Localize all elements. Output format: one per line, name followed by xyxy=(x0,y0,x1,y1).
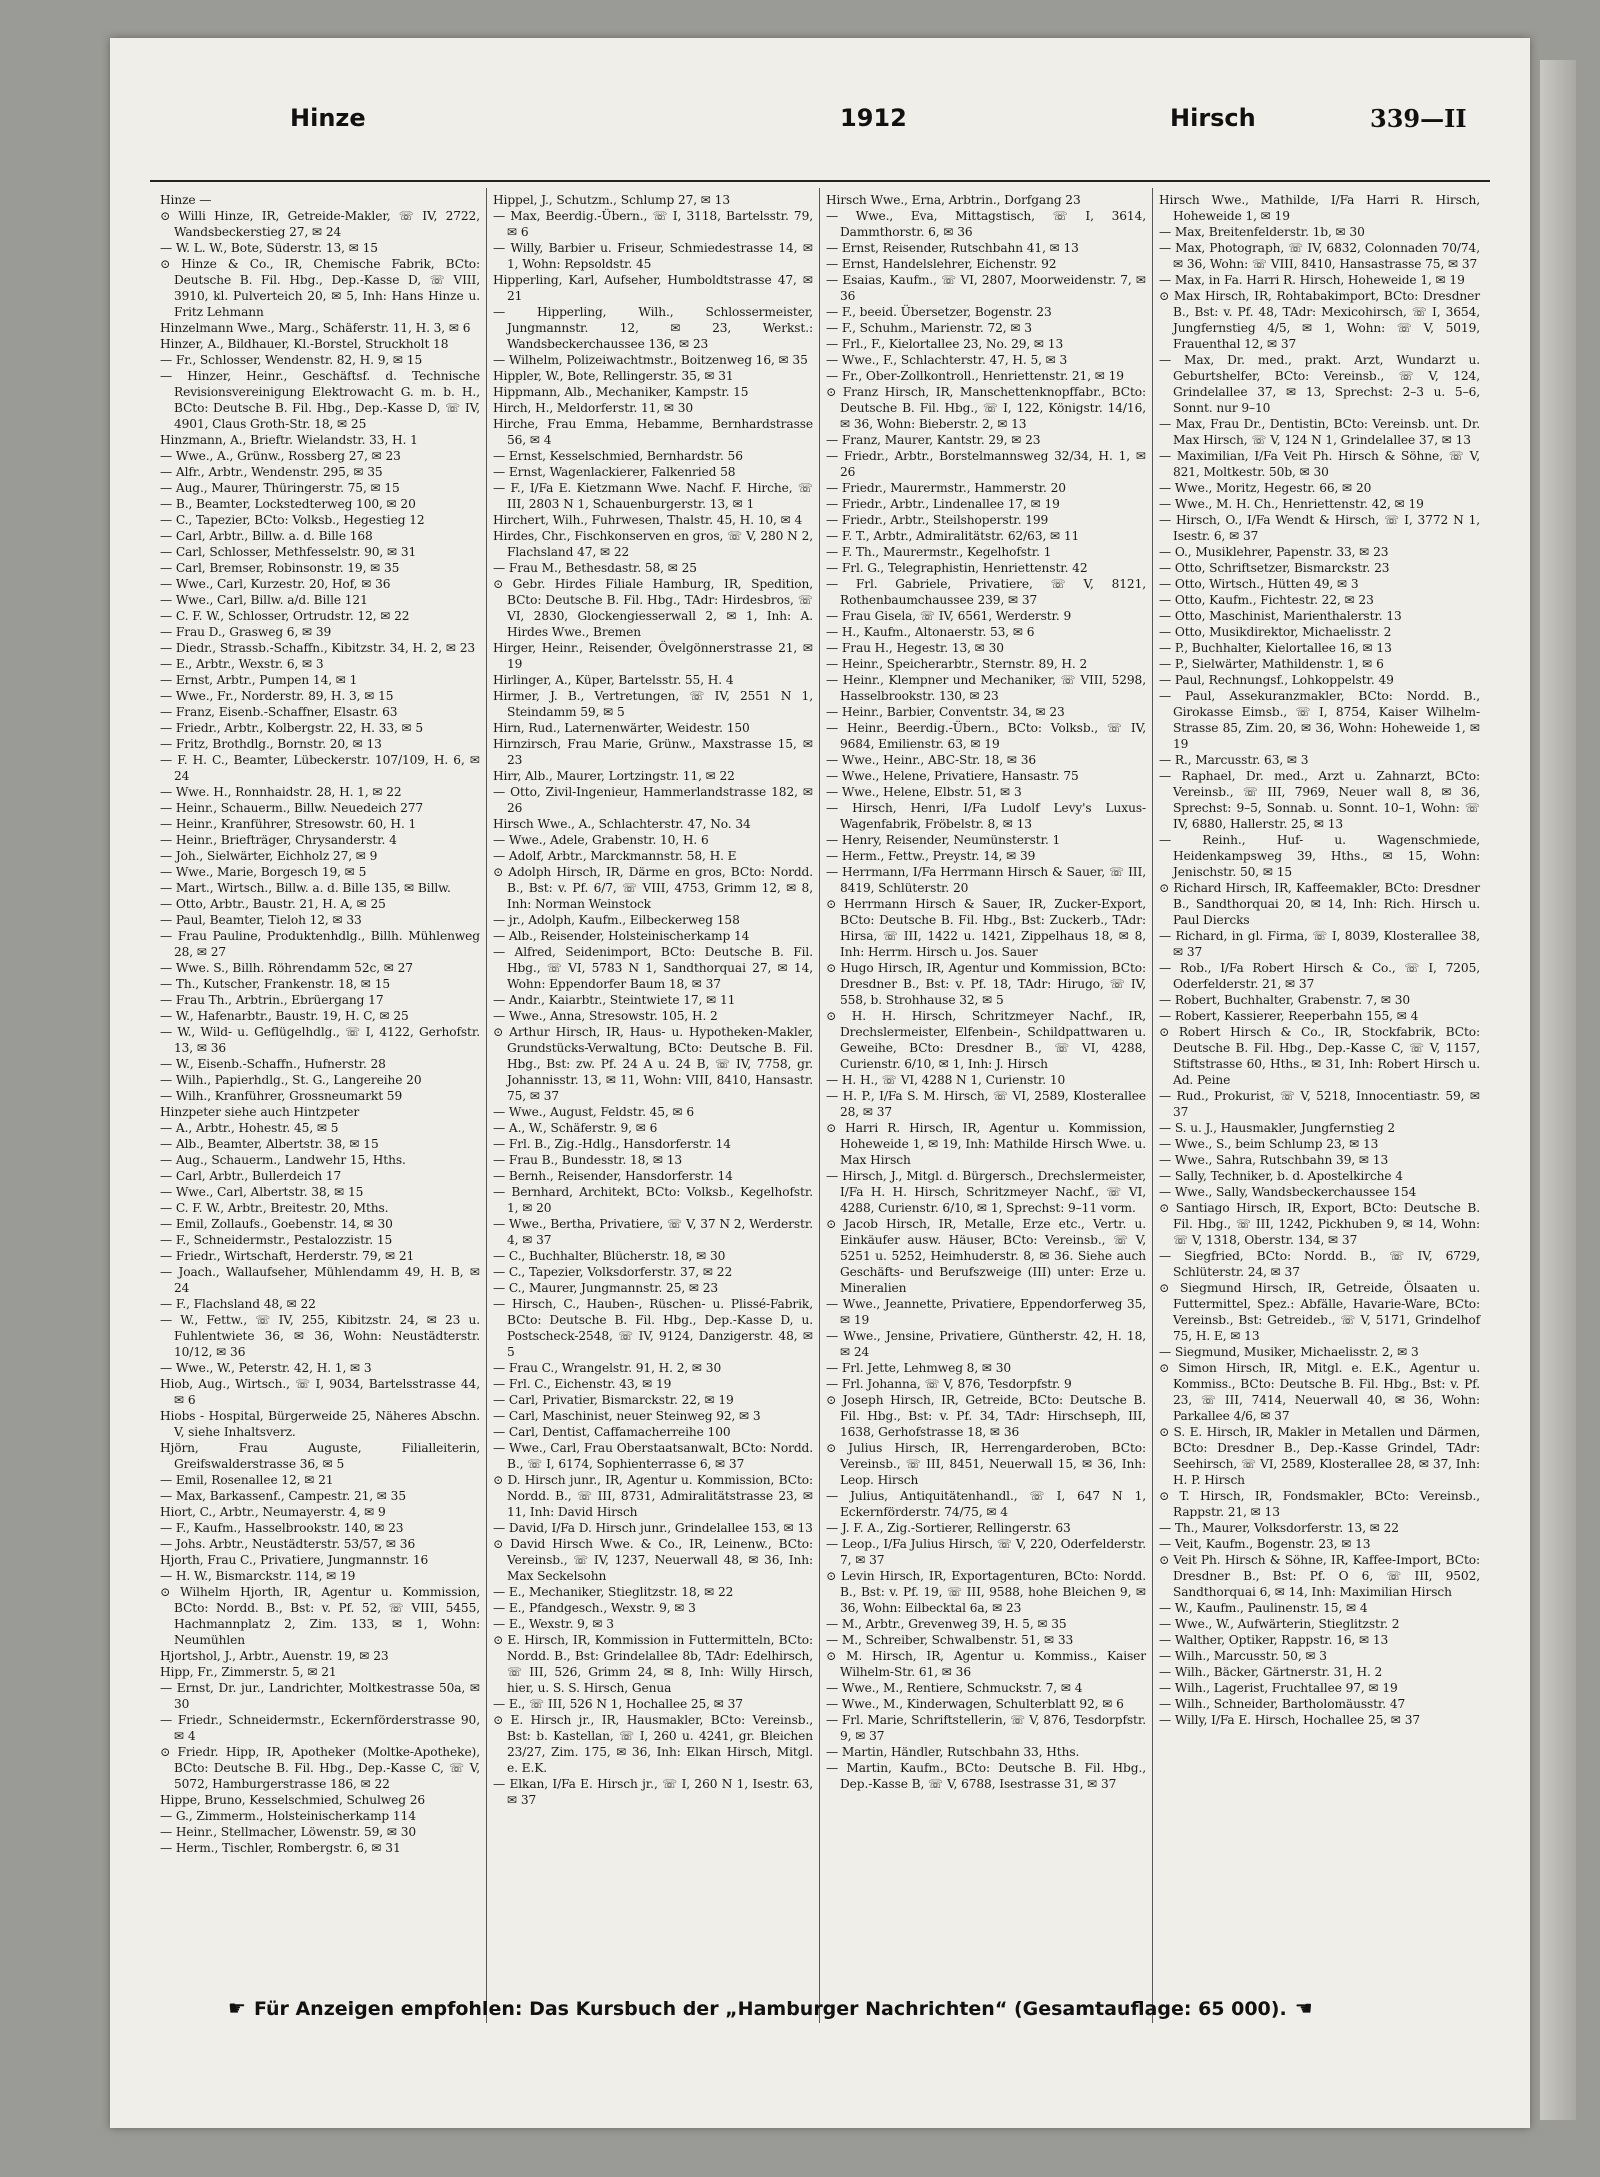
directory-entry: — Joh., Sielwärter, Eichholz 27, ✉ 9 xyxy=(160,849,378,863)
directory-entry: — Wwe., M. H. Ch., Henriettenstr. 42, ✉ 19 xyxy=(1159,497,1424,511)
directory-entry: — Paul, Rechnungsf., Lohkoppelstr. 49 xyxy=(1159,673,1394,687)
directory-entry: — W., Kaufm., Paulinenstr. 15, ✉ 4 xyxy=(1159,1601,1368,1615)
directory-entry: — Carl, Bremser, Robinsonstr. 19, ✉ 35 xyxy=(160,561,400,575)
directory-entry: Hinze — xyxy=(160,193,212,207)
directory-entry: Hjörn, Frau Auguste, Filialleiterin, Greifswalderstrasse 36, ✉ 5 xyxy=(160,1441,480,1471)
directory-entry: — Rud., Prokurist, ☏ V, 5218, Innocentiastr. 59, ✉ 37 xyxy=(1159,1089,1480,1119)
directory-entry: — Wwe., A., Grünw., Rossberg 27, ✉ 23 xyxy=(160,449,401,463)
directory-entry: — Wilh., Schneider, Bartholomäusstr. 47 xyxy=(1159,1697,1406,1711)
directory-entry: — Emil, Zollaufs., Goebenstr. 14, ✉ 30 xyxy=(160,1217,393,1231)
directory-entry: — Hirsch, C., Hauben-, Rüschen- u. Plissé-Fabrik, BCto: Deutsche B. Fil. Hbg., Dep.-Kasse D, u. Postscheck-2548, ☏ IV, 9124, Danzigerstr. 48, ✉ 5 xyxy=(493,1297,813,1359)
directory-entry: Hinzer, A., Bildhauer, Kl.-Borstel, Struckholt 18 xyxy=(160,337,449,351)
directory-entry: — F. T., Arbtr., Admiralitätstr. 62/63, ✉ 11 xyxy=(826,529,1080,543)
directory-entry: — C. F. W., Arbtr., Breitestr. 20, Mths. xyxy=(160,1201,389,1215)
directory-entry: — Siegfried, BCto: Nordd. B., ☏ IV, 6729, Schlüterstr. 24, ✉ 37 xyxy=(1159,1249,1480,1279)
directory-entry: Hirsch Wwe., Erna, Arbtrin., Dorfgang 23 xyxy=(826,193,1081,207)
directory-entry: — Frau Gisela, ☏ IV, 6561, Werderstr. 9 xyxy=(826,609,1072,623)
directory-entry: — C., Maurer, Jungmannstr. 25, ✉ 23 xyxy=(493,1281,719,1295)
directory-entry: — Frl. C., Eichenstr. 43, ✉ 19 xyxy=(493,1377,672,1391)
directory-entry: — Friedr., Schneidermstr., Eckernförderstrasse 90, ✉ 4 xyxy=(160,1713,480,1743)
directory-entry: — Wwe., Helene, Elbstr. 51, ✉ 3 xyxy=(826,785,1022,799)
directory-entry: Hipperling, Karl, Aufseher, Humboldtstrasse 47, ✉ 21 xyxy=(493,273,813,303)
directory-entry: — Frau M., Bethesdastr. 58, ✉ 25 xyxy=(493,561,697,575)
directory-entry: — Max, Barkassenf., Campestr. 21, ✉ 35 xyxy=(160,1489,406,1503)
directory-entry: — Reinh., Huf- u. Wagenschmiede, Heidenkampsweg 39, Hths., ✉ 15, Wohn: Jenischstr. 50, ✉ 15 xyxy=(1159,833,1480,879)
directory-entry: Hjorth, Frau C., Privatiere, Jungmannstr. 16 xyxy=(160,1553,429,1567)
header-rule xyxy=(150,180,1490,182)
directory-entry: ⊙ Hugo Hirsch, IR, Agentur und Kommission, BCto: Dresdner B., Bst: v. Pf. 18, TAdr: Hirugo, ☏ IV, 558, b. Strohhause 32, ✉ 5 xyxy=(826,961,1146,1007)
directory-entry: — Otto, Maschinist, Marienthalerstr. 13 xyxy=(1159,609,1402,623)
directory-entry: — F., Kaufm., Hasselbrookstr. 140, ✉ 23 xyxy=(160,1521,404,1535)
directory-entry: — Wwe., Carl, Kurzestr. 20, Hof, ✉ 36 xyxy=(160,577,391,591)
directory-entry: ⊙ Levin Hirsch, IR, Exportagenturen, BCto: Nordd. B., Bst: v. Pf. 19, ☏ III, 9588, hohe Bleichen 9, ✉ 36, Wohn: Eilbecktal 6a, ✉ 23 xyxy=(826,1569,1146,1615)
directory-entry: Hinzelmann Wwe., Marg., Schäferstr. 11, H. 3, ✉ 6 xyxy=(160,321,471,335)
directory-entry: — Wwe., Marie, Borgesch 19, ✉ 5 xyxy=(160,865,367,879)
directory-entry: — Fr., Schlosser, Wendenstr. 82, H. 9, ✉ 15 xyxy=(160,353,423,367)
directory-entry: — Carl, Schlosser, Methfesselstr. 90, ✉ 31 xyxy=(160,545,417,559)
column-3 xyxy=(820,188,1153,2023)
directory-entry: ⊙ Max Hirsch, IR, Rohtabakimport, BCto: Dresdner B., Bst: v. Pf. 48, TAdr: Mexicohirsch, ☏ I, 3654, Jungfernstieg 4/5, ✉ 1, Wohn: ☏ V, 5019, Frauenthal 12, ✉ 37 xyxy=(1159,289,1480,351)
directory-entry: ⊙ Friedr. Hipp, IR, Apotheker (Moltke-Apotheke), BCto: Deutsche B. Fil. Hbg., Dep.-Kasse C, ☏ V, 5072, Hamburgerstrasse 186, ✉ 22 xyxy=(160,1745,480,1791)
directory-entry: — Hirsch, O., I/Fa Wendt & Hirsch, ☏ I, 3772 N 1, Isestr. 6, ✉ 37 xyxy=(1159,513,1480,543)
header-right: Hirsch xyxy=(1170,104,1256,132)
directory-entry: Hirr, Alb., Maurer, Lortzingstr. 11, ✉ 22 xyxy=(493,769,735,783)
directory-entry: — Aug., Schauerm., Landwehr 15, Hths. xyxy=(160,1153,406,1167)
directory-entry: — Friedr., Arbtr., Steilshoperstr. 199 xyxy=(826,513,1049,527)
directory-entry: ⊙ Gebr. Hirdes Filiale Hamburg, IR, Spedition, BCto: Deutsche B. Fil. Hbg., TAdr: Hirdesbros, ☏ VI, 2830, Glockengiesserwall 2, ✉ 1, Inh: A. Hirdes Wwe., Bremen xyxy=(493,577,813,639)
directory-entry: — H., Kaufm., Altonaerstr. 53, ✉ 6 xyxy=(826,625,1035,639)
directory-entry: — B., Beamter, Lockstedterweg 100, ✉ 20 xyxy=(160,497,416,511)
directory-entry: — Frl. G., Telegraphistin, Henriettenstr. 42 xyxy=(826,561,1088,575)
directory-entry: — Wwe., W., Peterstr. 42, H. 1, ✉ 3 xyxy=(160,1361,372,1375)
directory-entry: — Henry, Reisender, Neumünsterstr. 1 xyxy=(826,833,1061,847)
directory-entry: — Max, Breitenfelderstr. 1b, ✉ 30 xyxy=(1159,225,1365,239)
directory-entry: — Mart., Wirtsch., Billw. a. d. Bille 135, ✉ Billw. xyxy=(160,881,451,895)
directory-entry: — Alb., Beamter, Albertstr. 38, ✉ 15 xyxy=(160,1137,379,1151)
directory-entry: ⊙ Adolph Hirsch, IR, Därme en gros, BCto: Nordd. B., Bst: v. Pf. 6/7, ☏ VIII, 4753, Grimm 12, ✉ 8, Inh: Norman Weinstock xyxy=(493,865,813,911)
directory-entry: — A., Arbtr., Hohestr. 45, ✉ 5 xyxy=(160,1121,339,1135)
directory-entry: ⊙ Joseph Hirsch, IR, Getreide, BCto: Deutsche B. Fil. Hbg., Bst: v. Pf. 34, TAdr: Hirschseph, III, 1638, Gerhofstrasse 18, ✉ 36 xyxy=(826,1393,1146,1439)
directory-entry: — Andr., Kaiarbtr., Steintwiete 17, ✉ 11 xyxy=(493,993,736,1007)
directory-entry: Hippler, W., Bote, Rellingerstr. 35, ✉ 31 xyxy=(493,369,734,383)
directory-entry: — Frl. Johanna, ☏ V, 876, Tesdorpfstr. 9 xyxy=(826,1377,1072,1391)
directory-entry: — Wwe., M., Rentiere, Schmuckstr. 7, ✉ 4 xyxy=(826,1681,1083,1695)
directory-entry: — Heinr., Stellmacher, Löwenstr. 59, ✉ 30 xyxy=(160,1825,417,1839)
directory-entry: — Franz, Maurer, Kantstr. 29, ✉ 23 xyxy=(826,433,1041,447)
directory-entry: — Wwe., Heinr., ABC-Str. 18, ✉ 36 xyxy=(826,753,1037,767)
directory-entry: — Heinr., Kranführer, Stresowstr. 60, H. 1 xyxy=(160,817,417,831)
directory-entry: — Wilh., Marcusstr. 50, ✉ 3 xyxy=(1159,1649,1327,1663)
directory-entry: — Heinr., Klempner und Mechaniker, ☏ VIII, 5298, Hasselbrookstr. 130, ✉ 23 xyxy=(826,673,1146,703)
directory-entry: — Wwe., Carl, Frau Oberstaatsanwalt, BCto: Nordd. B., ☏ I, 6174, Sophienterrasse 6, ✉ 37 xyxy=(493,1441,813,1471)
directory-entry: — Veit, Kaufm., Bogenstr. 23, ✉ 13 xyxy=(1159,1537,1371,1551)
directory-entry: — Carl, Maschinist, neuer Steinweg 92, ✉ 3 xyxy=(493,1409,761,1423)
directory-entry: — Frau Th., Arbtrin., Ebrüergang 17 xyxy=(160,993,384,1007)
directory-entry: — Otto, Schriftsetzer, Bismarckstr. 23 xyxy=(1159,561,1390,575)
directory-entry: Hirnzirsch, Frau Marie, Grünw., Maxstrasse 15, ✉ 23 xyxy=(493,737,813,767)
directory-entry: Hjortshol, J., Arbtr., Auenstr. 19, ✉ 23 xyxy=(160,1649,389,1663)
directory-entry: ⊙ Hinze & Co., IR, Chemische Fabrik, BCto: Deutsche B. Fil. Hbg., Dep.-Kasse D, ☏ VIII, 3910, kl. Pulverteich 20, ✉ 5, Inh: Hans Hinze u. Fritz Lehmann xyxy=(160,257,480,319)
directory-entry: — Wwe., M., Kinderwagen, Schulterblatt 92, ✉ 6 xyxy=(826,1697,1124,1711)
directory-entry: — F. Th., Maurermstr., Kegelhofstr. 1 xyxy=(826,545,1052,559)
directory-entry: — Frl. Marie, Schriftstellerin, ☏ V, 876, Tesdorpfstr. 9, ✉ 37 xyxy=(826,1713,1146,1743)
directory-entry: — Bernhard, Architekt, BCto: Volksb., Kegelhofstr. 1, ✉ 20 xyxy=(493,1185,813,1215)
directory-entry: — Carl, Arbtr., Bullerdeich 17 xyxy=(160,1169,342,1183)
directory-entry: — Leop., I/Fa Julius Hirsch, ☏ V, 220, Oderfelderstr. 7, ✉ 37 xyxy=(826,1537,1146,1567)
directory-entry: — P., Buchhalter, Kielortallee 16, ✉ 13 xyxy=(1159,641,1392,655)
directory-entry: ⊙ Jacob Hirsch, IR, Metalle, Erze etc., Vertr. u. Einkäufer ausw. Häuser, BCto: Vereinsb., ☏ V, 5251 u. 5252, Heimhuderstr. 8, ✉ 36. Siehe auch Geschäfts- und Berufszweige (III) unter: Erze u. Mineralien xyxy=(826,1217,1146,1295)
directory-entry: — Johs. Arbtr., Neustädterstr. 53/57, ✉ 36 xyxy=(160,1537,416,1551)
directory-entry: — Martin, Händler, Rutschbahn 33, Hths. xyxy=(826,1745,1080,1759)
directory-entry: ⊙ Robert Hirsch & Co., IR, Stockfabrik, BCto: Deutsche B. Fil. Hbg., Dep.-Kasse C, ☏ V, 1157, Stiftstrasse 60, Hths., ✉ 31, Inh: Robert Hirsch u. Ad. Peine xyxy=(1159,1025,1480,1087)
directory-entry: — Alfr., Arbtr., Wendenstr. 295, ✉ 35 xyxy=(160,465,383,479)
directory-entry: Hippe, Bruno, Kesselschmied, Schulweg 26 xyxy=(160,1793,426,1807)
directory-entry: — Wilh., Kranführer, Grossneumarkt 59 xyxy=(160,1089,403,1103)
directory-entry: — W., Wild- u. Geflügelhdlg., ☏ I, 4122, Gerhofstr. 13, ✉ 36 xyxy=(160,1025,480,1055)
advertisement-footer xyxy=(220,1996,1420,2024)
directory-entry: ⊙ M. Hirsch, IR, Agentur u. Kommiss., Kaiser Wilhelm-Str. 61, ✉ 36 xyxy=(826,1649,1146,1679)
directory-entry: — M., Arbtr., Grevenweg 39, H. 5, ✉ 35 xyxy=(826,1617,1067,1631)
directory-entry: — Frl. B., Zig.-Hdlg., Hansdorferstr. 14 xyxy=(493,1137,731,1151)
directory-entry: — Friedr., Arbtr., Borstelmannsweg 32/34, H. 1, ✉ 26 xyxy=(826,449,1146,479)
directory-entry: — Wwe., Bertha, Privatiere, ☏ V, 37 N 2, Werderstr. 4, ✉ 37 xyxy=(493,1217,813,1247)
directory-entry: — H. P., I/Fa S. M. Hirsch, ☏ VI, 2589, Klosterallee 28, ✉ 37 xyxy=(826,1089,1146,1119)
directory-entry: — Wwe., Jensine, Privatiere, Güntherstr. 42, H. 18, ✉ 24 xyxy=(826,1329,1146,1359)
directory-entry: — Wilh., Lagerist, Fruchtallee 97, ✉ 19 xyxy=(1159,1681,1398,1695)
directory-entry: — F., Flachsland 48, ✉ 22 xyxy=(160,1297,316,1311)
directory-entry: — M., Schreiber, Schwalbenstr. 51, ✉ 33 xyxy=(826,1633,1074,1647)
directory-entry: Hirch, H., Meldorferstr. 11, ✉ 30 xyxy=(493,401,694,415)
directory-entry: — P., Sielwärter, Mathildenstr. 1, ✉ 6 xyxy=(1159,657,1384,671)
directory-entry: — Julius, Antiquitätenhandl., ☏ I, 647 N 1, Eckernförderstr. 74/75, ✉ 4 xyxy=(826,1489,1146,1519)
directory-entry: — Ernst, Wagenlackierer, Falkenried 58 xyxy=(493,465,736,479)
directory-entry: — Frau B., Bundesstr. 18, ✉ 13 xyxy=(493,1153,683,1167)
directory-entry: — Otto, Arbtr., Baustr. 21, H. A, ✉ 25 xyxy=(160,897,386,911)
directory-entry: ⊙ E. Hirsch jr., IR, Hausmakler, BCto: Vereinsb., Bst: b. Kastellan, ☏ I, 260 u. 4241, gr. Bleichen 23/27, Zim. 175, ✉ 36, Inh: Elkan Hirsch, Mitgl. e. E.K. xyxy=(493,1713,813,1775)
directory-entry: — Max, in Fa. Harri R. Hirsch, Hoheweide 1, ✉ 19 xyxy=(1159,273,1465,287)
directory-entry: — Otto, Kaufm., Fichtestr. 22, ✉ 23 xyxy=(1159,593,1374,607)
directory-entry: — Franz, Eisenb.-Schaffner, Elsastr. 63 xyxy=(160,705,398,719)
directory-entry: Hirger, Heinr., Reisender, Övelgönnerstrasse 21, ✉ 19 xyxy=(493,641,813,671)
directory-entry: — Heinr., Speicherarbtr., Sternstr. 89, H. 2 xyxy=(826,657,1088,671)
directory-entry: — Friedr., Maurermstr., Hammerstr. 20 xyxy=(826,481,1066,495)
directory-entry: — Walther, Optiker, Rappstr. 16, ✉ 13 xyxy=(1159,1633,1389,1647)
directory-entry: ⊙ David Hirsch Wwe. & Co., IR, Leinenw., BCto: Vereinsb., ☏ IV, 1237, Neuerwall 48, ✉ 36, Inh: Max Seckelsohn xyxy=(493,1537,813,1583)
directory-entry: ⊙ Richard Hirsch, IR, Kaffeemakler, BCto: Dresdner B., Sandthorquai 20, ✉ 14, Inh: Rich. Hirsch u. Paul Diercks xyxy=(1159,881,1480,927)
directory-entry: — W. L. W., Bote, Süderstr. 13, ✉ 15 xyxy=(160,241,378,255)
directory-entry: — Siegmund, Musiker, Michaelisstr. 2, ✉ 3 xyxy=(1159,1345,1419,1359)
directory-entry: — Herm., Fettw., Preystr. 14, ✉ 39 xyxy=(826,849,1036,863)
pointing-hand-icon: ☚ xyxy=(1294,1996,1313,2020)
directory-entry: — Wwe., Sahra, Rutschbahn 39, ✉ 13 xyxy=(1159,1153,1389,1167)
directory-entry: — Wwe., Anna, Stresowstr. 105, H. 2 xyxy=(493,1009,718,1023)
directory-entry: — H. W., Bismarckstr. 114, ✉ 19 xyxy=(160,1569,356,1583)
directory-entry: — C., Tapezier, Volksdorferstr. 37, ✉ 22 xyxy=(493,1265,733,1279)
directory-entry: — C., Tapezier, BCto: Volksb., Hegestieg 12 xyxy=(160,513,425,527)
directory-entry: — Wwe., F., Schlachterstr. 47, H. 5, ✉ 3 xyxy=(826,353,1068,367)
directory-entry: — Elkan, I/Fa E. Hirsch jr., ☏ I, 260 N 1, Isestr. 63, ✉ 37 xyxy=(493,1777,813,1807)
directory-entry: — Hinzer, Heinr., Geschäftsf. d. Technische Revisionsvereinigung Elektrowacht G. m. b. H., BCto: Deutsche B. Fil. Hbg., Dep.-Kasse D, ☏ IV, 4901, Claus Groth-Str. 18, ✉ 25 xyxy=(160,369,480,431)
footer-text: Für Anzeigen empfohlen: Das Kursbuch der „Hamburger Nachrichten“ (Gesamtauflage: 65 000). xyxy=(253,1998,1287,2020)
directory-entry: — W., Fettw., ☏ IV, 255, Kibitzstr. 24, ✉ 23 u. Fuhlentwiete 36, ✉ 36, Wohn: Neustädterstr. 10/12, ✉ 36 xyxy=(160,1313,480,1359)
directory-entry: ⊙ H. H. Hirsch, Schritzmeyer Nachf., IR, Drechslermeister, Elfenbein-, Schildpattwaren u. Geweihe, BCto: Dresdner B., ☏ VI, 4288, Curienstr. 6/10, ✉ 1, Inh: J. Hirsch xyxy=(826,1009,1146,1071)
directory-entry: — Herrmann, I/Fa Herrmann Hirsch & Sauer, ☏ III, 8419, Schlüterstr. 20 xyxy=(826,865,1146,895)
directory-entry: ⊙ T. Hirsch, IR, Fondsmakler, BCto: Vereinsb., Rappstr. 21, ✉ 13 xyxy=(1159,1489,1480,1519)
directory-entry: — Wwe., Helene, Privatiere, Hansastr. 75 xyxy=(826,769,1079,783)
directory-entry: — Otto, Zivil-Ingenieur, Hammerlandstrasse 182, ✉ 26 xyxy=(493,785,813,815)
directory-entry: — Ernst, Reisender, Rutschbahn 41, ✉ 13 xyxy=(826,241,1079,255)
directory-entry: — F., I/Fa E. Kietzmann Wwe. Nachf. F. Hirche, ☏ III, 2803 N 1, Schauenburgerstr. 13, ✉ 1 xyxy=(493,481,813,511)
directory-entry: — Ernst, Handelslehrer, Eichenstr. 92 xyxy=(826,257,1057,271)
directory-entry: ⊙ E. Hirsch, IR, Kommission in Futtermitteln, BCto: Nordd. B., Bst: Grindelallee 8b, TAdr: Edelhirsch, ☏ III, 526, Grimm 24, ✉ 8, Inh: Willy Hirsch, hier, u. S. S. Hirsch, Genua xyxy=(493,1633,813,1695)
running-header xyxy=(150,104,1490,144)
directory-entry: — Wwe., Adele, Grabenstr. 10, H. 6 xyxy=(493,833,709,847)
directory-entry: ⊙ Harri R. Hirsch, IR, Agentur u. Kommission, Hoheweide 1, ✉ 19, Inh: Mathilde Hirsch Wwe. u. Max Hirsch xyxy=(826,1121,1146,1167)
directory-entry: — Heinr., Schauerm., Billw. Neuedeich 277 xyxy=(160,801,424,815)
directory-entry: Hirlinger, A., Küper, Bartelsstr. 55, H. 4 xyxy=(493,673,734,687)
directory-entry: — C., Buchhalter, Blücherstr. 18, ✉ 30 xyxy=(493,1249,726,1263)
directory-entry: Hippmann, Alb., Mechaniker, Kampstr. 15 xyxy=(493,385,749,399)
directory-entry: — Friedr., Arbtr., Kolbergstr. 22, H. 33, ✉ 5 xyxy=(160,721,424,735)
directory-entry: — W., Eisenb.-Schaffn., Hufnerstr. 28 xyxy=(160,1057,386,1071)
directory-entry: ⊙ Herrmann Hirsch & Sauer, IR, Zucker-Export, BCto: Deutsche B. Fil. Hbg., Bst: Zuckerb., TAdr: Hirsa, ☏ III, 1422 u. 1421, Zippelhaus 18, ✉ 8, Inh: Herrm. Hirsch u. Jos. Sauer xyxy=(826,897,1146,959)
directory-entry: — Martin, Kaufm., BCto: Deutsche B. Fil. Hbg., Dep.-Kasse B, ☏ V, 6788, Isestrasse 31, ✉ 37 xyxy=(826,1761,1146,1791)
directory-entry: Hirchert, Wilh., Fuhrwesen, Thalstr. 45, H. 10, ✉ 4 xyxy=(493,513,803,527)
directory-entry: — E., Wexstr. 9, ✉ 3 xyxy=(493,1617,614,1631)
directory-entry: — Adolf, Arbtr., Marckmannstr. 58, H. E xyxy=(493,849,737,863)
directory-entry: — Hipperling, Wilh., Schlossermeister, Jungmannstr. 12, ✉ 23, Werkst.: Wandsbeckerchaussee 136, ✉ 23 xyxy=(493,305,813,351)
directory-entry: — Richard, in gl. Firma, ☏ I, 8039, Klosterallee 38, ✉ 37 xyxy=(1159,929,1480,959)
directory-entry: — G., Zimmerm., Holsteinischerkamp 114 xyxy=(160,1809,416,1823)
directory-entry: — Carl, Arbtr., Billw. a. d. Bille 168 xyxy=(160,529,373,543)
directory-entry: — W., Hafenarbtr., Baustr. 19, H. C, ✉ 25 xyxy=(160,1009,409,1023)
directory-entry: — Ernst, Dr. jur., Landrichter, Moltkestrasse 50a, ✉ 30 xyxy=(160,1681,480,1711)
column-1 xyxy=(154,188,487,2023)
directory-entry: — Willy, Barbier u. Friseur, Schmiedestrasse 14, ✉ 1, Wohn: Repsoldstr. 45 xyxy=(493,241,813,271)
directory-entry: — F., Schuhm., Marienstr. 72, ✉ 3 xyxy=(826,321,1032,335)
directory-entry: — Willy, I/Fa E. Hirsch, Hochallee 25, ✉ 37 xyxy=(1159,1713,1420,1727)
directory-entry: — C. F. W., Schlosser, Ortrudstr. 12, ✉ 22 xyxy=(160,609,410,623)
directory-entry: — E., Pfandgesch., Wexstr. 9, ✉ 3 xyxy=(493,1601,696,1615)
directory-entry: — Heinr., Briefträger, Chrysanderstr. 4 xyxy=(160,833,397,847)
directory-entry: — Diedr., Strassb.-Schaffn., Kibitzstr. 34, H. 2, ✉ 23 xyxy=(160,641,476,655)
directory-entry: — Paul, Beamter, Tieloh 12, ✉ 33 xyxy=(160,913,362,927)
directory-entry: — Otto, Musikdirektor, Michaelisstr. 2 xyxy=(1159,625,1392,639)
directory-entry: — O., Musiklehrer, Papenstr. 33, ✉ 23 xyxy=(1159,545,1389,559)
directory-entry: ⊙ Santiago Hirsch, IR, Export, BCto: Deutsche B. Fil. Hbg., ☏ III, 1242, Pickhuben 9, ✉ 14, Wohn: ☏ V, 1318, Oberstr. 134, ✉ 37 xyxy=(1159,1201,1480,1247)
directory-entry: Hinzmann, A., Brieftr. Wielandstr. 33, H. 1 xyxy=(160,433,418,447)
directory-entry: — Max, Dr. med., prakt. Arzt, Wundarzt u. Geburtshelfer, BCto: Vereinsb., ☏ V, 124, Grindelallee 37, ✉ 13, Sprechst: 2–3 u. 5–6, Sonnt. nur 9–10 xyxy=(1159,353,1480,415)
directory-entry: — Alfred, Seidenimport, BCto: Deutsche B. Fil. Hbg., ☏ VI, 5783 N 1, Sandthorquai 27, ✉ 14, Wohn: Eppendorfer Baum 18, ✉ 37 xyxy=(493,945,813,991)
directory-entry: — Wwe., Fr., Norderstr. 89, H. 3, ✉ 15 xyxy=(160,689,394,703)
directory-entry: — Rob., I/Fa Robert Hirsch & Co., ☏ I, 7205, Oderfelderstr. 21, ✉ 37 xyxy=(1159,961,1480,991)
directory-entry: — Wwe., August, Feldstr. 45, ✉ 6 xyxy=(493,1105,695,1119)
directory-entry: Hirmer, J. B., Vertretungen, ☏ IV, 2551 N 1, Steindamm 59, ✉ 5 xyxy=(493,689,813,719)
directory-entry: Hirn, Rud., Laternenwärter, Weidestr. 150 xyxy=(493,721,750,735)
directory-entry: Hirche, Frau Emma, Hebamme, Bernhardstrasse 56, ✉ 4 xyxy=(493,417,813,447)
directory-entry: — Wwe., Moritz, Hegestr. 66, ✉ 20 xyxy=(1159,481,1372,495)
directory-entry: — jr., Adolph, Kaufm., Eilbeckerweg 158 xyxy=(493,913,740,927)
directory-entry: ⊙ Wilhelm Hjorth, IR, Agentur u. Kommission, BCto: Nordd. B., Bst: v. Pf. 52, ☏ VIII, 5455, Hachmannplatz 2, Zim. 133, ✉ 1, Wohn: Neumühlen xyxy=(160,1585,480,1647)
directory-entry: Hirsch Wwe., Mathilde, I/Fa Harri R. Hirsch, Hoheweide 1, ✉ 19 xyxy=(1159,193,1480,223)
directory-entry: — Bernh., Reisender, Hansdorferstr. 14 xyxy=(493,1169,733,1183)
page-edge xyxy=(1540,60,1576,2120)
directory-entry: ⊙ S. E. Hirsch, IR, Makler in Metallen und Därmen, BCto: Dresdner B., Dep.-Kasse Grindel, TAdr: Seehirsch, ☏ VI, 2589, Klosterallee 28, ✉ 37, Inh: H. P. Hirsch xyxy=(1159,1425,1480,1487)
directory-entry: — Frl. Jette, Lehmweg 8, ✉ 30 xyxy=(826,1361,1012,1375)
directory-entry: — Alb., Reisender, Holsteinischerkamp 14 xyxy=(493,929,750,943)
directory-entry: — Hirsch, Henri, I/Fa Ludolf Levy's Luxus-Wagenfabrik, Fröbelstr. 8, ✉ 13 xyxy=(826,801,1146,831)
directory-entry: Hirsch Wwe., A., Schlachterstr. 47, No. 34 xyxy=(493,817,751,831)
directory-entry: ⊙ Franz Hirsch, IR, Manschettenknopffabr., BCto: Deutsche B. Fil. Hbg., ☏ I, 122, Königstr. 14/16, ✉ 36, Wohn: Bieberstr. 2, ✉ 13 xyxy=(826,385,1146,431)
directory-entry: Hirdes, Chr., Fischkonserven en gros, ☏ V, 280 N 2, Flachsland 47, ✉ 22 xyxy=(493,529,813,559)
page-number: 339—II xyxy=(1370,104,1467,133)
directory-entry: — Frau D., Grasweg 6, ✉ 39 xyxy=(160,625,332,639)
directory-entry: — E., Arbtr., Wexstr. 6, ✉ 3 xyxy=(160,657,324,671)
directory-entry: ⊙ Julius Hirsch, IR, Herrengarderoben, BCto: Vereinsb., ☏ III, 8451, Neuerwall 15, ✉ 36, Inh: Leop. Hirsch xyxy=(826,1441,1146,1487)
directory-entry: ⊙ Arthur Hirsch, IR, Haus- u. Hypotheken-Makler, Grundstücks-Verwaltung, BCto: Deutsche B. Fil. Hbg., Bst: zw. Pf. 24 A u. 24 B, ☏ IV, 7758, gr. Johannisstr. 13, ✉ 11, Wohn: VIII, 8410, Hansastr. 75, ✉ 37 xyxy=(493,1025,813,1103)
directory-entry: — Frl. Gabriele, Privatiere, ☏ V, 8121, Rothenbaumchaussee 239, ✉ 37 xyxy=(826,577,1146,607)
directory-entry: — Ernst, Arbtr., Pumpen 14, ✉ 1 xyxy=(160,673,358,687)
directory-entry: — Wwe. H., Ronnhaidstr. 28, H. 1, ✉ 22 xyxy=(160,785,402,799)
directory-entry: — Wilh., Bäcker, Gärtnerstr. 31, H. 2 xyxy=(1159,1665,1383,1679)
directory-entry: — Joach., Wallaufseher, Mühlendamm 49, H. B, ✉ 24 xyxy=(160,1265,480,1295)
directory-entry: — Carl, Privatier, Bismarckstr. 22, ✉ 19 xyxy=(493,1393,734,1407)
header-year: 1912 xyxy=(840,104,907,132)
directory-entry: ⊙ Siegmund Hirsch, IR, Getreide, Ölsaaten u. Futtermittel, Spez.: Abfälle, Havarie-Ware, BCto: Vereinsb., Bst: Getreideb., ☏ V, 5171, Grindelhof 75, H. E, ✉ 13 xyxy=(1159,1281,1480,1343)
directory-entry: — Emil, Rosenallee 12, ✉ 21 xyxy=(160,1473,334,1487)
directory-page xyxy=(110,38,1530,2128)
directory-entry: — Sally, Techniker, b. d. Apostelkirche 4 xyxy=(1159,1169,1403,1183)
directory-entry: — Wwe., Jeannette, Privatiere, Eppendorferweg 35, ✉ 19 xyxy=(826,1297,1146,1327)
directory-entry: — Friedr., Wirtschaft, Herderstr. 79, ✉ 21 xyxy=(160,1249,415,1263)
directory-entry: — F., Schneidermstr., Pestalozzistr. 15 xyxy=(160,1233,393,1247)
directory-entry: — Wwe., W., Aufwärterin, Stieglitzstr. 2 xyxy=(1159,1617,1400,1631)
directory-entry: — Frau C., Wrangelstr. 91, H. 2, ✉ 30 xyxy=(493,1361,722,1375)
directory-entry: — Frl., F., Kielortallee 23, No. 29, ✉ 13 xyxy=(826,337,1064,351)
directory-entry: — F. H. C., Beamter, Lübeckerstr. 107/109, H. 6, ✉ 24 xyxy=(160,753,480,783)
directory-entry: ⊙ Simon Hirsch, IR, Mitgl. e. E.K., Agentur u. Kommiss., BCto: Deutsche B. Fil. Hbg., Bst: v. Pf. 23, ☏ III, 7414, Neuerwall 40, ✉ 36, Wohn: Parkallee 4/6, ✉ 37 xyxy=(1159,1361,1480,1423)
directory-entry: — F., beeid. Übersetzer, Bogenstr. 23 xyxy=(826,305,1052,319)
directory-entry: — Esaias, Kaufm., ☏ VI, 2807, Moorweidenstr. 7, ✉ 36 xyxy=(826,273,1146,303)
directory-entry: — Max, Beerdig.-Übern., ☏ I, 3118, Bartelsstr. 79, ✉ 6 xyxy=(493,209,813,239)
directory-entry: ⊙ Willi Hinze, IR, Getreide-Makler, ☏ IV, 2722, Wandsbeckerstieg 27, ✉ 24 xyxy=(160,209,480,239)
header-left: Hinze xyxy=(290,104,366,132)
directory-entry: — H. H., ☏ VI, 4288 N 1, Curienstr. 10 xyxy=(826,1073,1066,1087)
directory-entry: — Th., Maurer, Volksdorferstr. 13, ✉ 22 xyxy=(1159,1521,1399,1535)
directory-entry: — Otto, Wirtsch., Hütten 49, ✉ 3 xyxy=(1159,577,1359,591)
directory-entry: — Carl, Dentist, Caffamacherreihe 100 xyxy=(493,1425,731,1439)
directory-entry: Hiobs - Hospital, Bürgerweide 25, Näheres Abschn. V, siehe Inhaltsverz. xyxy=(160,1409,480,1439)
directory-entry: — Heinr., Barbier, Conventstr. 34, ✉ 23 xyxy=(826,705,1065,719)
directory-entry: — Fr., Ober-Zollkontroll., Henriettenstr. 21, ✉ 19 xyxy=(826,369,1124,383)
column-4 xyxy=(1153,188,1486,2023)
directory-entry: Hinzpeter siehe auch Hintzpeter xyxy=(160,1105,360,1119)
directory-entry: — Friedr., Arbtr., Lindenallee 17, ✉ 19 xyxy=(826,497,1060,511)
directory-entry: — Wilh., Papierhdlg., St. G., Langereihe 20 xyxy=(160,1073,422,1087)
directory-entry: — Fritz, Brothdlg., Bornstr. 20, ✉ 13 xyxy=(160,737,382,751)
directory-entry: — Herm., Tischler, Rombergstr. 6, ✉ 31 xyxy=(160,1841,401,1855)
directory-entry: — R., Marcusstr. 63, ✉ 3 xyxy=(1159,753,1309,767)
directory-entry: — Heinr., Beerdig.-Übern., BCto: Volksb., ☏ IV, 9684, Emilienstr. 63, ✉ 19 xyxy=(826,721,1146,751)
pointing-hand-icon: ☛ xyxy=(228,1996,246,2020)
directory-entry: — Paul, Assekuranzmakler, BCto: Nordd. B., Girokasse Eimsb., ☏ I, 8754, Kaiser Wilhelm-Strasse 85, Zim. 20, ✉ 36, Wohn: Hoheweide 1, ✉ 19 xyxy=(1159,689,1480,751)
directory-entry: — Max, Frau Dr., Dentistin, BCto: Vereinsb. unt. Dr. Max Hirsch, ☏ V, 124 N 1, Grindelallee 37, ✉ 13 xyxy=(1159,417,1480,447)
column-2 xyxy=(487,188,820,2023)
directory-entry: Hippel, J., Schutzm., Schlump 27, ✉ 13 xyxy=(493,193,730,207)
directory-entry: — Wwe., Eva, Mittagstisch, ☏ I, 3614, Dammthorstr. 6, ✉ 36 xyxy=(826,209,1146,239)
directory-entry: — David, I/Fa D. Hirsch junr., Grindelallee 153, ✉ 13 xyxy=(493,1521,813,1535)
directory-entry: Hiort, C., Arbtr., Neumayerstr. 4, ✉ 9 xyxy=(160,1505,386,1519)
text-columns xyxy=(154,188,1486,2028)
directory-entry: — Frau H., Hegestr. 13, ✉ 30 xyxy=(826,641,1004,655)
directory-entry: Hipp, Fr., Zimmerstr. 5, ✉ 21 xyxy=(160,1665,337,1679)
directory-entry: — E., Mechaniker, Stieglitzstr. 18, ✉ 22 xyxy=(493,1585,734,1599)
directory-entry: — Robert, Kassierer, Reeperbahn 155, ✉ 4 xyxy=(1159,1009,1419,1023)
directory-entry: Hiob, Aug., Wirtsch., ☏ I, 9034, Bartelsstrasse 44, ✉ 6 xyxy=(160,1377,480,1407)
directory-entry: — Ernst, Kesselschmied, Bernhardstr. 56 xyxy=(493,449,743,463)
directory-entry: — Wwe., S., beim Schlump 23, ✉ 13 xyxy=(1159,1137,1379,1151)
directory-entry: — Wwe. S., Billh. Röhrendamm 52c, ✉ 27 xyxy=(160,961,413,975)
directory-entry: — Robert, Buchhalter, Grabenstr. 7, ✉ 30 xyxy=(1159,993,1411,1007)
directory-entry: — Wwe., Carl, Albertstr. 38, ✉ 15 xyxy=(160,1185,364,1199)
directory-entry: — A., W., Schäferstr. 9, ✉ 6 xyxy=(493,1121,658,1135)
directory-entry: — J. F. A., Zig.-Sortierer, Rellingerstr. 63 xyxy=(826,1521,1071,1535)
directory-entry: — Th., Kutscher, Frankenstr. 18, ✉ 15 xyxy=(160,977,391,991)
directory-entry: — Aug., Maurer, Thüringerstr. 75, ✉ 15 xyxy=(160,481,400,495)
directory-entry: — Wwe., Sally, Wandsbeckerchaussee 154 xyxy=(1159,1185,1417,1199)
directory-entry: ⊙ Veit Ph. Hirsch & Söhne, IR, Kaffee-Import, BCto: Dresdner B., Bst: Pf. O 6, ☏ III, 9502, Sandthorquai 6, ✉ 14, Inh: Maximilian Hirsch xyxy=(1159,1553,1480,1599)
directory-entry: — Raphael, Dr. med., Arzt u. Zahnarzt, BCto: Vereinsb., ☏ III, 7969, Neuer wall 8, ✉ 36, Sprechst: 9–5, Sonnab. u. Sonnt. 10–1, Wohn: ☏ IV, 6880, Hallerstr. 25, ✉ 13 xyxy=(1159,769,1480,831)
directory-entry: — Frau Pauline, Produktenhdlg., Billh. Mühlenweg 28, ✉ 27 xyxy=(160,929,480,959)
directory-entry: — Max, Photograph, ☏ IV, 6832, Colonnaden 70/74, ✉ 36, Wohn: ☏ VIII, 8410, Hansastrasse 75, ✉ 37 xyxy=(1159,241,1480,271)
directory-entry: — Wwe., Carl, Billw. a/d. Bille 121 xyxy=(160,593,368,607)
directory-entry: — S. u. J., Hausmakler, Jungfernstieg 2 xyxy=(1159,1121,1396,1135)
directory-entry: — E., ☏ III, 526 N 1, Hochallee 25, ✉ 37 xyxy=(493,1697,743,1711)
directory-entry: — Hirsch, J., Mitgl. d. Bürgersch., Drechslermeister, I/Fa H. H. Hirsch, Schritzmeyer Nachf., ☏ VI, 4288, Curienstr. 6/10, ✉ 1, Sprechst: 9–11 vorm. xyxy=(826,1169,1146,1215)
directory-entry: — Maximilian, I/Fa Veit Ph. Hirsch & Söhne, ☏ V, 821, Moltkestr. 50b, ✉ 30 xyxy=(1159,449,1480,479)
directory-entry: ⊙ D. Hirsch junr., IR, Agentur u. Kommission, BCto: Nordd. B., ☏ III, 8731, Admiralitätstrasse 23, ✉ 11, Inh: David Hirsch xyxy=(493,1473,813,1519)
directory-entry: — Wilhelm, Polizeiwachtmstr., Boitzenweg 16, ✉ 35 xyxy=(493,353,808,367)
